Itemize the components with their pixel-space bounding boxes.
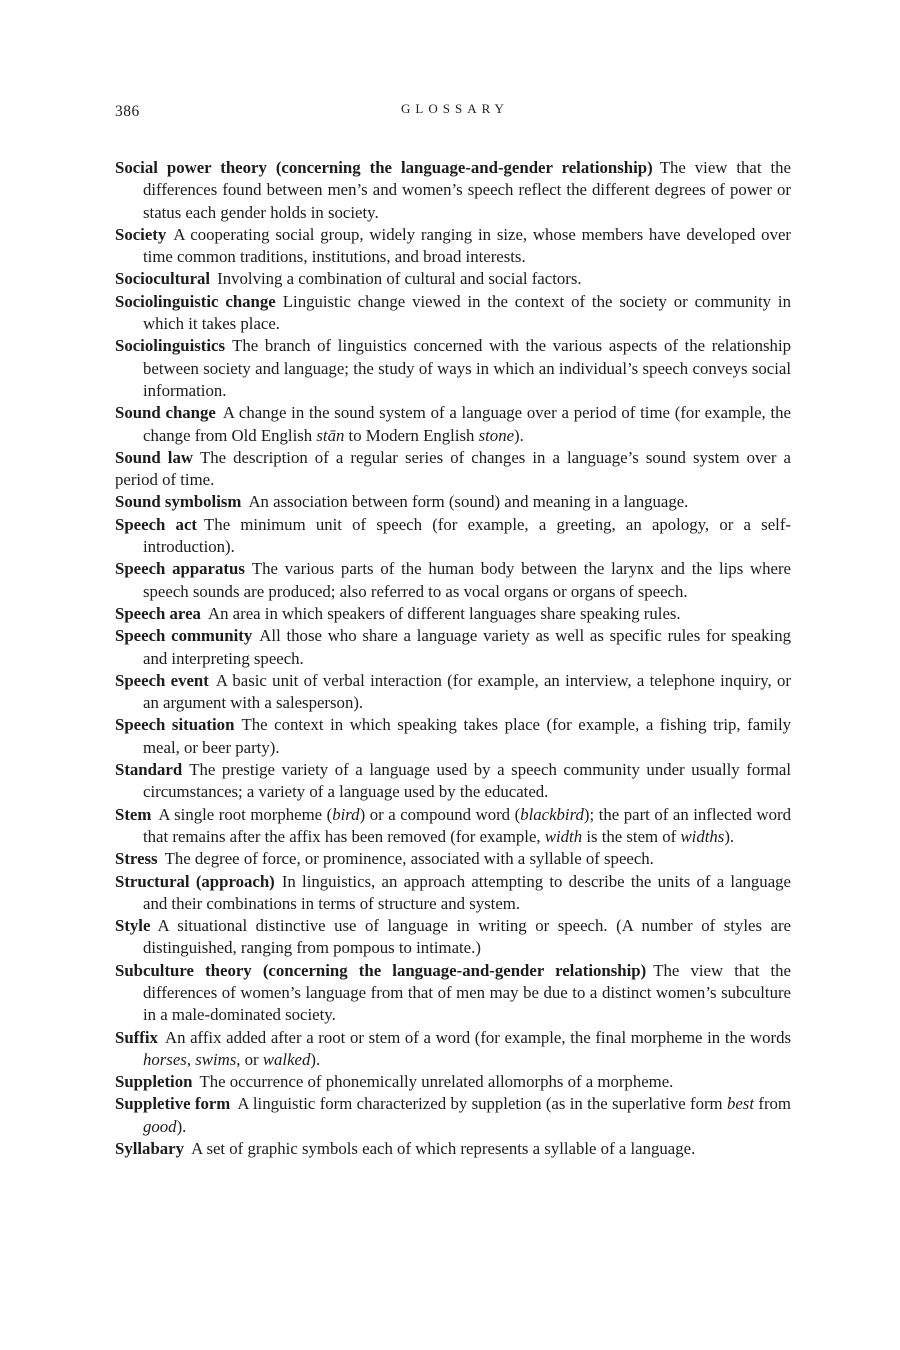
- entry-definition: A basic unit of verbal interaction (for example, an interview, a telephone inquiry, or an argument with a salesperson).: [143, 670, 791, 713]
- glossary-entry: [115, 491, 791, 513]
- glossary-entry: [115, 558, 791, 603]
- entry-definition: The minimum unit of speech (for example, a greeting, an apology, or a self-introduction).: [143, 514, 791, 557]
- glossary-entry: [115, 157, 791, 224]
- entry-term: Speech community: [115, 626, 253, 646]
- entry-term: Standard: [115, 760, 183, 780]
- glossary-entry: [115, 603, 791, 625]
- glossary-entry: [115, 335, 791, 402]
- entry-term: Structural (approach): [115, 871, 275, 891]
- entry-definition: In linguistics, an approach attempting to describe the units of a language and their combinations in terms of structure and system.: [143, 871, 791, 913]
- entry-definition: A linguistic form characterized by suppletion (as in the superlative form best from good).: [143, 1094, 791, 1136]
- entry-definition: All those who share a language variety as well as specific rules for speaking and interpreting speech.: [143, 626, 791, 668]
- glossary-entry: [115, 804, 791, 849]
- entry-definition: A set of graphic symbols each of which represents a syllable of a language.: [191, 1139, 696, 1159]
- glossary-entry: [115, 291, 791, 336]
- entry-term: Subculture theory (concerning the language-and-gender relationship): [115, 960, 647, 980]
- entry-definition: The prestige variety of a language used by a speech community under usually formal circumstances; a variety of a language used by the educated.: [143, 760, 791, 802]
- entry-term: Speech apparatus: [115, 559, 245, 579]
- entry-definition: The degree of force, or prominence, associated with a syllable of speech.: [164, 849, 654, 869]
- entry-term: Sound change: [115, 403, 216, 423]
- glossary-entry: [115, 447, 791, 492]
- entry-definition: An association between form (sound) and meaning in a language.: [248, 492, 689, 512]
- entry-definition: An affix added after a root or stem of a word (for example, the final morpheme in the words horses, swims, or walked).: [143, 1027, 791, 1069]
- glossary-entry: [115, 670, 791, 715]
- glossary-entry: [115, 1093, 791, 1138]
- entry-term: Suppletive form: [115, 1094, 231, 1114]
- entry-definition: A single root morpheme (bird) or a compound word (blackbird); the part of an inflected word that remains after the affix has been removed (for example, width is the stem of widths).: [143, 804, 791, 846]
- glossary-entry: [115, 960, 791, 1027]
- entry-definition: A cooperating social group, widely ranging in size, whose members have developed over time common traditions, institutions, and broad interests.: [143, 224, 791, 267]
- entry-term: Sociolinguistic change: [115, 291, 276, 311]
- entry-term: Speech event: [115, 670, 209, 690]
- page-header: [115, 101, 790, 123]
- entry-term: Suppletion: [115, 1072, 193, 1092]
- glossary-entry: [115, 1027, 791, 1072]
- entry-term: Speech act: [115, 514, 197, 534]
- entry-term: Sound law: [115, 447, 193, 467]
- entry-definition: The view that the differences found between men’s and women’s speech reflect the different degrees of power or status each gender holds in society.: [143, 158, 791, 222]
- entry-term: Sociolinguistics: [115, 336, 226, 356]
- glossary-entry: [115, 224, 791, 269]
- entry-definition: The occurrence of phonemically unrelated allomorphs of a morpheme.: [199, 1072, 674, 1092]
- entry-term: Style: [115, 916, 151, 936]
- entry-definition: Linguistic change viewed in the context of the society or community in which it takes place.: [143, 291, 791, 334]
- entry-term: Speech situation: [115, 715, 235, 735]
- running-head-title: GLOSSARY: [401, 101, 509, 116]
- glossary-entry: [115, 848, 791, 870]
- entry-definition: An area in which speakers of different languages share speaking rules.: [207, 603, 681, 623]
- page-number: 386: [115, 103, 140, 120]
- glossary-list: [115, 157, 791, 1160]
- glossary-entry: [115, 268, 791, 290]
- glossary-entry: [115, 1071, 791, 1093]
- entry-term: Speech area: [115, 603, 201, 623]
- entry-term: Sociocultural: [115, 269, 211, 289]
- glossary-entry: [115, 402, 791, 447]
- glossary-entry: [115, 714, 791, 759]
- glossary-entry: [115, 915, 791, 960]
- entry-term: Suffix: [115, 1027, 158, 1047]
- entry-definition: The branch of linguistics concerned with the various aspects of the relationship between society and language; the study of ways in which an individual’s speech conveys social information.: [143, 336, 791, 400]
- entry-definition: The description of a regular series of changes in a language’s sound system over a period of time.: [115, 447, 791, 490]
- entry-term: Stress: [115, 849, 158, 869]
- glossary-entry: [115, 625, 791, 670]
- glossary-content: [115, 157, 791, 1160]
- entry-term: Social power theory (concerning the language-and-gender relationship): [115, 158, 653, 177]
- entry-definition: The context in which speaking takes place (for example, a fishing trip, family meal, or beer party).: [143, 715, 791, 757]
- entry-definition: The view that the differences of women’s language from that of men may be due to a distinct women’s subculture in a male-dominated society.: [143, 960, 791, 1025]
- entry-definition: The various parts of the human body between the larynx and the lips where speech sounds are produced; also referred to as vocal organs or organs of speech.: [143, 559, 791, 601]
- entry-term: Society: [115, 224, 167, 244]
- glossary-entry: [115, 871, 791, 916]
- glossary-entry: [115, 514, 791, 559]
- glossary-entry: [115, 1138, 791, 1160]
- glossary-entry: [115, 759, 791, 804]
- entry-term: Sound symbolism: [115, 492, 242, 512]
- entry-term: Syllabary: [115, 1139, 185, 1159]
- entry-term: Stem: [115, 804, 152, 824]
- entry-definition: A change in the sound system of a language over a period of time (for example, the change from Old English stān to Modern English stone).: [143, 403, 792, 445]
- entry-definition: A situational distinctive use of language in writing or speech. (A number of styles are distinguished, ranging from pompous to intimate.): [143, 916, 791, 958]
- entry-definition: Involving a combination of cultural and social factors.: [217, 269, 582, 289]
